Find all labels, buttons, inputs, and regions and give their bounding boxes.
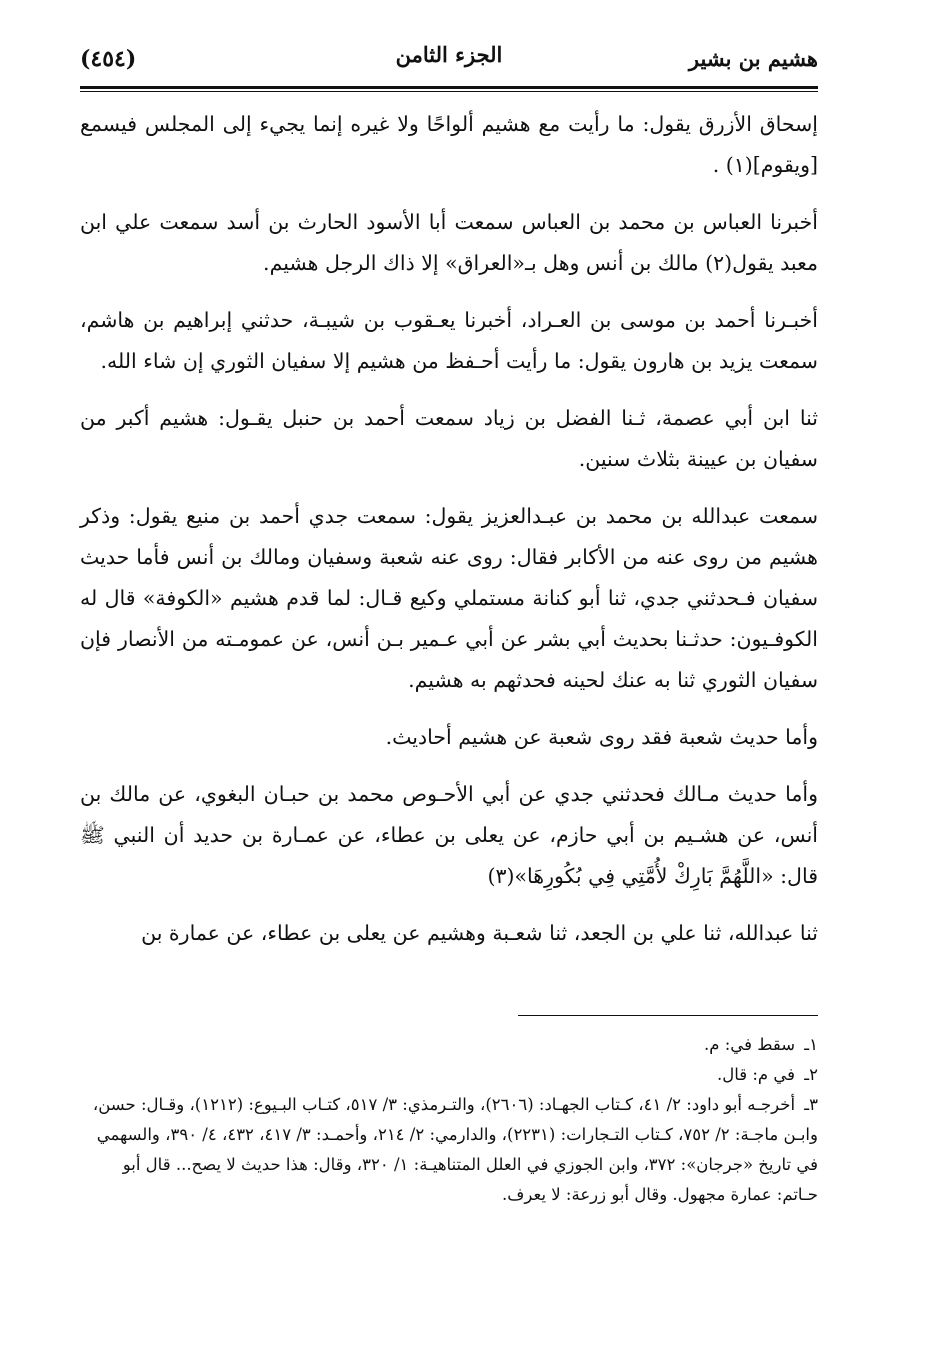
footnote xyxy=(80,1030,818,1060)
footnote-number: ١ـ xyxy=(804,1035,818,1054)
footnote xyxy=(80,1060,818,1090)
volume-label: الجزء الثامن xyxy=(395,42,503,67)
page-header xyxy=(80,42,818,82)
footnotes xyxy=(80,1030,818,1210)
paragraph: إسحاق الأزرق يقول: ما رأيت مع هشيم ألواحًا ولا غيره إنما يجيء إلى المجلس فيسمع [ويقوم](١) . xyxy=(80,112,818,177)
paragraph: وأما حديث مـالك فحدثني جدي عن أبي الأحـوص محمد بن حبـان البغوي، عن مالك بن أنس، عن هشـيم بن أبي حازم، عن يعلى بن عطاء، عن عمـارة بن حديد أن النبي ﷺ قال: «اللَّهُمَّ بَارِكْ لأُمَّتِي فِي بُكُورِهَا»(٣) xyxy=(80,782,818,888)
main-text xyxy=(80,104,818,954)
footnote-number: ٢ـ xyxy=(804,1065,818,1084)
running-title: هشيم بن بشير xyxy=(688,46,818,71)
paragraph: وأما حديث شعبة فقد روى شعبة عن هشيم أحاديث. xyxy=(385,725,818,749)
page-number: (٤٥٤) xyxy=(80,46,137,72)
paragraph: ثنا عبدالله، ثنا علي بن الجعد، ثنا شعـبة وهشيم عن يعلى بن عطاء، عن عمارة بن xyxy=(141,921,818,945)
paragraph: ثنا ابن أبي عصمة، ثـنا الفضل بن زياد سمعت أحمد بن حنبل يقـول: هشيم أكبر من سفيان بن عيينة بثلاث سنين. xyxy=(80,406,818,471)
paragraph: أخبـرنا أحمد بن موسى بن العـراد، أخبرنا يعـقوب بن شيبـة، حدثني إبراهيم بن هاشم، سمعت يزيد بن هارون يقول: ما رأيت أحـفظ من هشيم إلا سفيان الثوري إن شاء الله. xyxy=(80,308,818,373)
footnote-rule xyxy=(518,1015,818,1016)
footnote-text: في م: قال. xyxy=(716,1065,796,1084)
footnote-text: أخرجـه أبو داود: ٢/ ٤١، كـتاب الجهـاد: (٢٦٠٦)، والتـرمذي: ٣/ ٥١٧، كتـاب البـيوع: (١٢١٢)، وقـال: حسن، وابـن ماجـة: ٢/ ٧٥٢، كـتاب التـجارات: (٢٢٣١)، والدارمي: ٢/ ٢١٤، وأحمـد: ٣/ ٤١٧، ٤٣٢، ٤/ ٣٩٠، والسهمي في تاريخ «جرجان»: ٣٧٢، وابن الجوزي في العلل المتناهيـة: ١/ ٣٢٠، وقال: هذا حديث لا يصح... قال أبو حـاتم: عمارة مجهول. وقال أبو زرعة: لا يعرف. xyxy=(92,1095,818,1204)
header-rule xyxy=(80,86,818,92)
paragraph: سمعت عبدالله بن محمد بن عبـدالعزيز يقول: سمعت جدي أحمد بن منيع يقول: وذكر هشيم من روى عنه من الأكابر فقال: روى عنه شعبة وسفيان ومالك بن أنس فأما حديث سفيان فـحدثني جدي، ثنا أبو كنانة مستملي وكيع قـال: لما قدم هشيم «الكوفة» قال له الكوفـيون: حدثـنا بحديث أبي بشر عن أبي عـمير بـن أنس، عن عمومـته من الأنصار فإن سفيان الثوري ثنا به عنك لحينه فحدثهم به هشيم. xyxy=(80,504,818,692)
footnote xyxy=(80,1090,818,1210)
footnote-number: ٣ـ xyxy=(804,1095,818,1114)
footnote-text: سقط في: م. xyxy=(704,1035,796,1054)
paragraph: أخبرنا العباس بن محمد بن العباس سمعت أبا الأسود الحارث بن أسد سمعت علي ابن معبد يقول(٢) مالك بن أنس وهل بـ«العراق» إلا ذاك الرجل هشيم. xyxy=(80,210,818,275)
